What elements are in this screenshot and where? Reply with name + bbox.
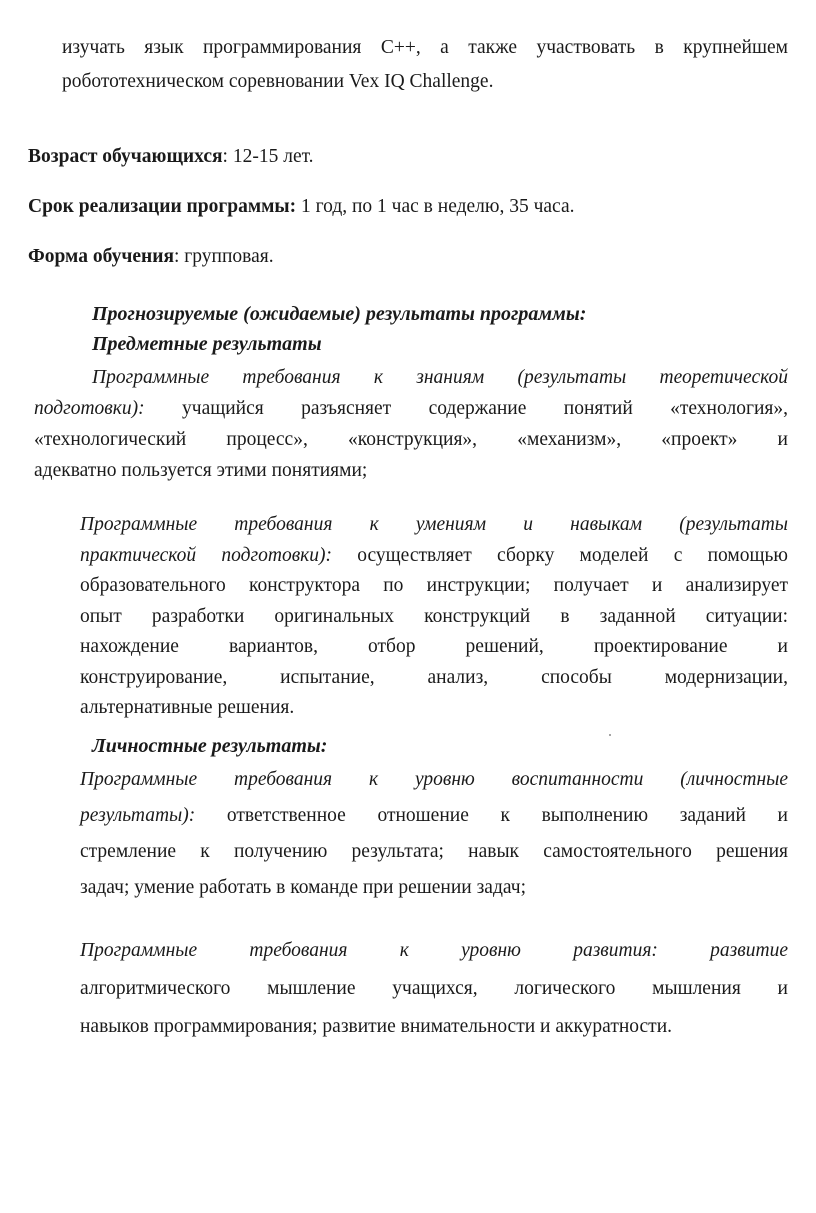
development-line-1: Программные требования к уровню развития: развитие	[80, 940, 788, 961]
age-value: : 12-15 лет.	[222, 146, 314, 167]
intro-paragraph	[62, 31, 788, 99]
development-paragraph	[80, 932, 788, 1046]
upbringing-line-3: стремление к получению результата; навык самостоятельного решения	[80, 841, 788, 862]
skills-line-6: конструирование, испытание, анализ, способы модернизации,	[80, 666, 788, 688]
skills-line-5: нахождение вариантов, отбор решений, проектирование и	[80, 636, 788, 657]
upbringing-line-4: задач; умение работать в команде при решении задач;	[80, 877, 526, 898]
upbringing-line-2-rest: ответственное отношение к выполнению заданий и	[195, 805, 788, 826]
knowledge-line-3: «технологический процесс», «конструкция», «механизм», «проект» и	[34, 429, 788, 450]
skills-line-2-rest: осуществляет сборку моделей с помощью	[332, 544, 788, 566]
skills-line-2	[80, 541, 788, 572]
results-title: Прогнозируемые (ожидаемые) результаты программы:	[92, 303, 587, 325]
personal-results-title: Личностные результаты:	[92, 735, 328, 757]
skills-line-4: опыт разработки оригинальных конструкций в заданной ситуации:	[80, 605, 788, 627]
skills-line-3: образовательного конструктора по инструкции; получает и анализирует	[80, 575, 788, 596]
skills-line-7: альтернативные решения.	[80, 697, 295, 718]
form-value: : групповая.	[174, 246, 274, 267]
development-line-3: навыков программирования; развитие внимательности и аккуратности.	[80, 1016, 673, 1037]
skills-line-1: Программные требования к умениям и навыкам (результаты	[80, 514, 788, 535]
form-line	[28, 246, 788, 268]
knowledge-line-2	[34, 393, 788, 424]
upbringing-line-2-italic: результаты):	[80, 805, 196, 826]
knowledge-line-2-rest: учащийся разъясняет содержание понятий «технология»,	[144, 398, 788, 419]
duration-line	[28, 196, 788, 218]
knowledge-paragraph	[34, 362, 788, 486]
age-label: Возраст обучающихся	[28, 146, 223, 167]
subject-results-title: Предметные результаты	[92, 333, 322, 355]
skills-line-2-italic: практической подготовки):	[80, 544, 333, 566]
knowledge-line-4: адекватно пользуется этими понятиями;	[34, 460, 368, 481]
age-line	[28, 146, 788, 168]
form-label: Форма обучения	[28, 246, 175, 267]
intro-line-2: робототехническом соревновании Vex IQ Challenge.	[62, 71, 494, 92]
skills-paragraph	[80, 510, 788, 724]
duration-label: Срок реализации программы:	[28, 196, 297, 217]
upbringing-paragraph	[80, 762, 788, 906]
upbringing-line-2	[80, 798, 788, 834]
development-line-2: алгоритмического мышление учащихся, логического мышления и	[80, 978, 788, 999]
duration-value: 1 год, по 1 час в неделю, 35 часа.	[296, 196, 575, 217]
upbringing-line-1: Программные требования к уровню воспитанности (личностные	[80, 769, 788, 790]
intro-line-1: изучать язык программирования С++, а также участвовать в крупнейшем	[62, 37, 788, 58]
knowledge-line-1: Программные требования к знаниям (результаты теоретической	[92, 367, 788, 388]
knowledge-line-2-italic: подготовки):	[34, 398, 145, 419]
